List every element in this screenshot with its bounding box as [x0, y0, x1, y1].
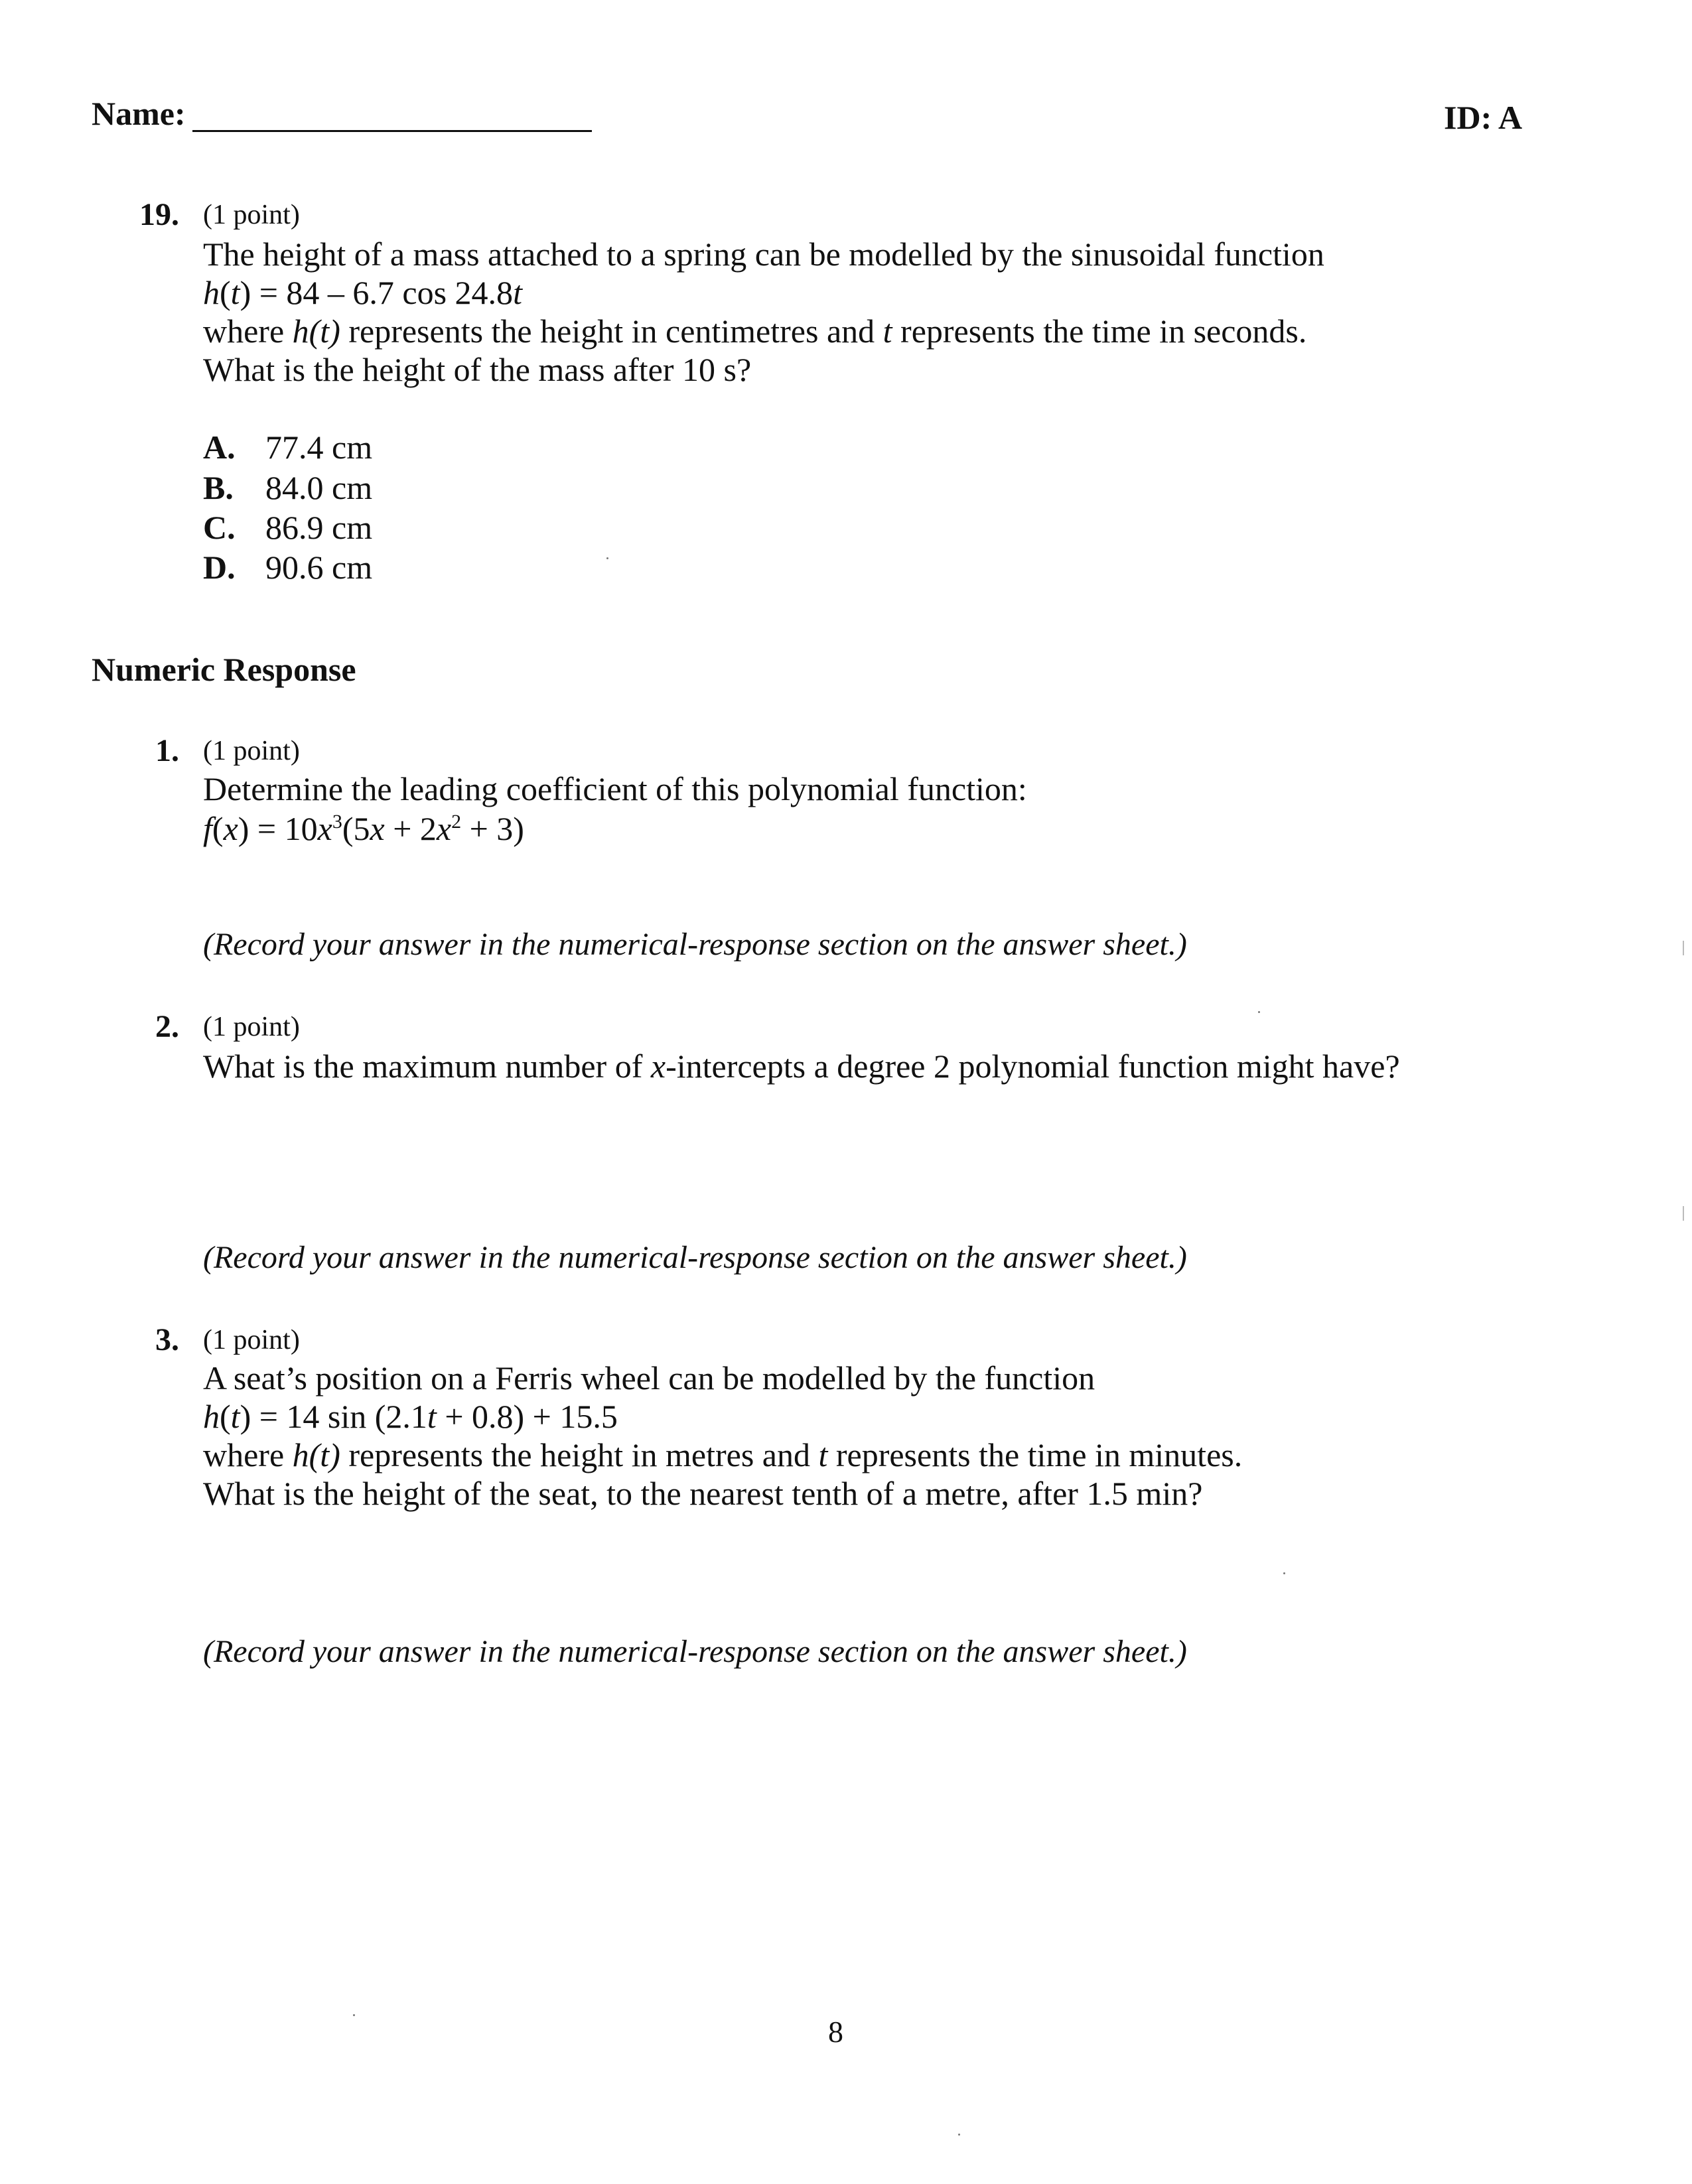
- eq-f: f: [203, 810, 212, 847]
- text-fragment: -intercepts a degree 2 polynomial function might have?: [666, 1048, 1400, 1085]
- question-19-number: 19.: [139, 197, 179, 232]
- eq-fragment: (5: [342, 810, 370, 847]
- option-b-value[interactable]: 84.0 cm: [265, 469, 373, 506]
- text-fragment: represents the height in centimetres and: [340, 312, 883, 350]
- question-19-line-1: The height of a mass attached to a spring can be modelled by the sinusoidal function: [203, 236, 1324, 273]
- text-fragment: What is the maximum number of: [203, 1048, 651, 1085]
- eq-paren: (: [220, 274, 231, 311]
- text-fragment-italic: t: [818, 1436, 828, 1473]
- text-fragment-italic: h(t): [292, 312, 340, 350]
- nr-3-line-3: [203, 1436, 1242, 1474]
- eq-fragment: + 3): [461, 810, 524, 847]
- eq-t: t: [427, 1398, 437, 1435]
- text-fragment: where: [203, 312, 293, 350]
- eq-fragment: (: [212, 810, 224, 847]
- section-heading: Numeric Response: [92, 651, 356, 688]
- eq-fragment: + 0.8) + 15.5: [436, 1398, 618, 1435]
- option-c-letter[interactable]: C.: [203, 509, 236, 546]
- eq-x: x: [436, 810, 452, 847]
- question-19-line-4: What is the height of the mass after 10 s?: [203, 351, 752, 388]
- eq-exponent: 3: [332, 811, 342, 833]
- eq-fragment: ) = 14 sin (2.1: [240, 1398, 427, 1435]
- nr-3-line-4: What is the height of the seat, to the nearest tenth of a metre, after 1.5 min?: [203, 1475, 1203, 1512]
- text-fragment: represents the time in seconds.: [892, 312, 1307, 350]
- option-d-value[interactable]: 90.6 cm: [265, 549, 373, 586]
- eq-fragment: (: [220, 1398, 231, 1435]
- id-label: ID: A: [1444, 99, 1523, 136]
- nr-1-points: (1 point): [203, 736, 300, 766]
- option-b-letter[interactable]: B.: [203, 469, 234, 506]
- eq-rest: ) = 84 – 6.7 cos 24.8: [240, 274, 514, 311]
- nr-3-line-1: A seat’s position on a Ferris wheel can be modelled by the function: [203, 1359, 1095, 1397]
- nr-3-equation: [203, 1397, 618, 1436]
- scan-edge-mark: [1683, 941, 1684, 955]
- name-label: Name:: [92, 95, 186, 132]
- eq-t-end: t: [513, 274, 522, 311]
- scan-speck: [353, 2014, 355, 2016]
- text-fragment-italic: t: [882, 312, 892, 350]
- question-19-equation: [203, 273, 522, 312]
- eq-x: x: [223, 810, 238, 847]
- text-fragment-italic: h(t): [292, 1436, 340, 1473]
- nr-2-points: (1 point): [203, 1012, 300, 1042]
- scan-speck: [606, 557, 608, 559]
- nr-1-equation: [203, 809, 524, 848]
- text-fragment: represents the time in minutes.: [827, 1436, 1243, 1473]
- option-c-value[interactable]: 86.9 cm: [265, 509, 373, 546]
- nr-3-record-instruction: (Record your answer in the numerical-response section on the answer sheet.): [203, 1634, 1187, 1669]
- name-blank-line[interactable]: [192, 130, 592, 132]
- scan-edge-mark: [1683, 1206, 1684, 1221]
- scan-speck: [1258, 1011, 1260, 1013]
- nr-3-number: 3.: [155, 1322, 179, 1357]
- eq-exponent: 2: [451, 811, 462, 833]
- nr-2-record-instruction: (Record your answer in the numerical-response section on the answer sheet.): [203, 1240, 1187, 1275]
- eq-h: h: [203, 1398, 220, 1435]
- nr-1-record-instruction: (Record your answer in the numerical-response section on the answer sheet.): [203, 927, 1187, 962]
- option-d-letter[interactable]: D.: [203, 549, 236, 586]
- question-19-points: (1 point): [203, 200, 300, 230]
- nr-2-number: 2.: [155, 1009, 179, 1044]
- nr-2-line-1: [203, 1047, 1400, 1085]
- eq-fragment: + 2: [384, 810, 437, 847]
- eq-fragment: ) = 10: [238, 810, 318, 847]
- question-19-line-3: [203, 312, 1306, 350]
- option-a-letter[interactable]: A.: [203, 429, 236, 466]
- nr-1-number: 1.: [155, 733, 179, 768]
- eq-x: x: [370, 810, 385, 847]
- eq-h: h: [203, 274, 220, 311]
- scan-speck: [958, 2134, 960, 2136]
- nr-1-line-1: Determine the leading coefficient of this polynomial function:: [203, 770, 1027, 807]
- eq-t: t: [230, 274, 240, 311]
- option-a-value[interactable]: 77.4 cm: [265, 429, 373, 466]
- eq-x: x: [317, 810, 332, 847]
- eq-t: t: [230, 1398, 240, 1435]
- text-fragment-italic: x: [650, 1048, 666, 1085]
- scan-speck: [1283, 1572, 1285, 1574]
- text-fragment: where: [203, 1436, 293, 1473]
- nr-3-points: (1 point): [203, 1325, 300, 1355]
- text-fragment: represents the height in metres and: [340, 1436, 819, 1473]
- page-number: 8: [828, 2015, 843, 2049]
